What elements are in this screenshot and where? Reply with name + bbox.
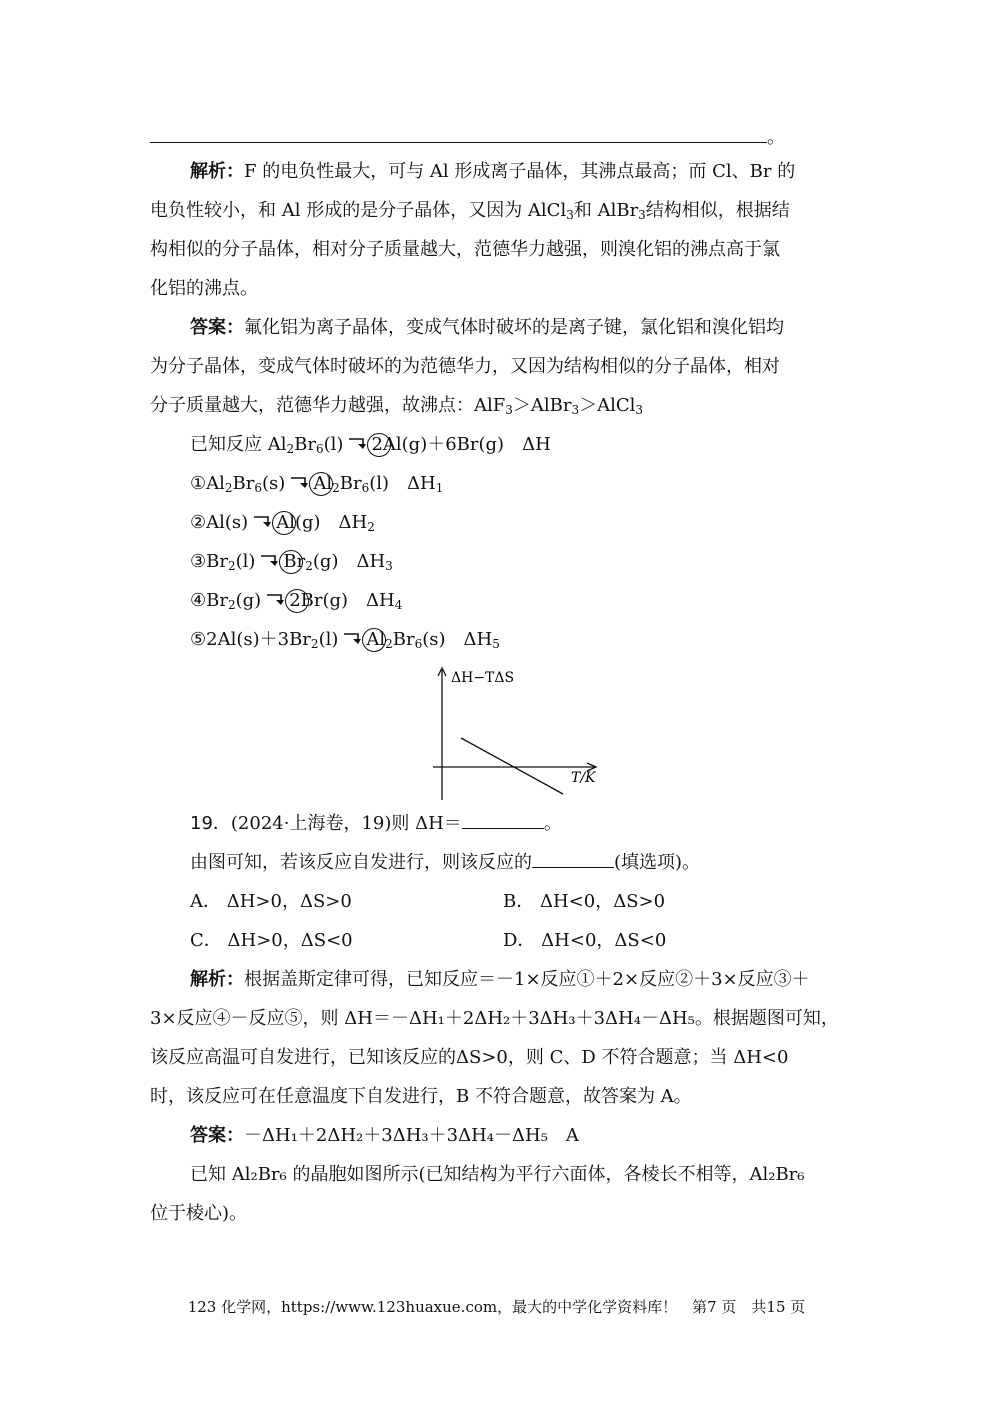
analysis1-text1: F 的电负性最大，可与 Al 形成离子晶体，其沸点最高；而 Cl、Br 的	[244, 161, 796, 182]
subscript: 3	[566, 208, 574, 222]
analysis2-text1: 根据盖斯定律可得，已知反应＝－1×反应①＋2×反应②＋3×反应③＋	[244, 969, 810, 990]
subscript: 6	[414, 637, 423, 651]
subscript: 3	[505, 403, 513, 417]
circled-char	[313, 472, 326, 496]
formula-part: Br	[232, 473, 255, 494]
subscript: 2	[332, 481, 340, 495]
analysis1-text3: 构相似的分子晶体，相对分子质量越大，范德华力越强，则溴化铝的沸点高于氯	[150, 239, 780, 260]
fill-in-blank[interactable]	[462, 812, 544, 829]
answer1-text3a: 分子质量越大，范德华力越强，故沸点：AlF	[150, 395, 506, 416]
page-footer: 123 化学网，https://www.123huaxue.com，最大的中学化学资料库！ 第7 页 共15 页	[187, 1298, 806, 1316]
question-number: 19．	[190, 813, 231, 834]
final-line1	[190, 1163, 805, 1187]
formula-part: (l)	[318, 629, 339, 650]
q19-line2	[190, 851, 700, 875]
y-axis-label: ΔH−TΔS	[451, 670, 515, 686]
fill-in-rule	[150, 124, 767, 143]
formula-part: Br	[294, 434, 316, 455]
formula-part: (g)	[235, 590, 262, 611]
option-key: A．	[190, 891, 221, 912]
circled-char	[276, 511, 289, 535]
question-source: (2024·上海卷，19)则 ΔH＝	[230, 813, 462, 834]
option-text: ΔH<0，ΔS<0	[541, 930, 667, 951]
reaction-main	[190, 433, 551, 457]
formula-part: (s) ΔH	[422, 629, 493, 650]
subscript: 2	[367, 520, 375, 534]
option-a[interactable]	[190, 890, 352, 914]
final-line2	[150, 1202, 247, 1226]
formula-part: ⑤2Al(s)＋3Br	[190, 629, 311, 650]
subscript: 1	[435, 481, 444, 495]
subscript: 4	[394, 598, 403, 612]
analysis2-text2: 3×反应④－反应⑤，则 ΔH＝－ΔH₁＋2ΔH₂＋3ΔH₃＋3ΔH₄－ΔH₅。根据题图可知，	[150, 1008, 839, 1029]
reaction-1	[190, 472, 443, 496]
analysis2-text3: 该反应高温可自发进行，已知该反应的ΔS>0，则 C、D 不符合题意；当 ΔH<0	[150, 1047, 789, 1068]
period: 。	[543, 813, 562, 834]
subscript: 2	[227, 559, 236, 573]
answer2-text: －ΔH₁＋2ΔH₂＋3ΔH₃＋3ΔH₄－ΔH₅ A	[244, 1125, 579, 1146]
reaction-5	[190, 628, 500, 652]
equilibrium-arrow-icon	[259, 554, 279, 568]
circled-text: A	[276, 512, 290, 533]
equilibrium-arrow-icon	[265, 593, 285, 607]
formula-part: ③Br	[190, 551, 228, 572]
formula-part: Br(g) ΔH	[300, 590, 395, 611]
answer-label: 答案：	[190, 317, 244, 338]
reaction-3	[190, 550, 393, 574]
answer1-text3b: ＞AlBr	[512, 395, 572, 416]
answer1-text3c: ＞AlCl	[579, 395, 636, 416]
formula-part: (s)	[262, 473, 286, 494]
subscript: 5	[492, 637, 500, 651]
formula-part: (g) ΔH	[312, 551, 386, 572]
formula-part: Al	[267, 434, 287, 455]
circled-char	[289, 589, 300, 613]
formula-part: l	[379, 629, 386, 650]
subscript: 6	[361, 481, 370, 495]
answer1-line2	[150, 355, 780, 379]
subscript: 2	[310, 637, 319, 651]
period: 。	[767, 127, 785, 148]
subscript: 2	[227, 598, 236, 612]
option-d[interactable]	[503, 929, 666, 953]
answer1-text1: 氟化铝为离子晶体，变成气体时破坏的是离子键，氯化铝和溴化铝均	[244, 317, 784, 338]
option-key: C．	[190, 930, 222, 951]
circled-text: 2	[371, 434, 383, 455]
circled-char	[366, 628, 379, 652]
analysis2-line1	[190, 968, 810, 992]
option-key: D．	[503, 930, 536, 951]
analysis1-line3	[150, 238, 780, 262]
circled-char	[371, 433, 382, 457]
analysis1-text2a: 电负性较小，和 Al 形成的是分子晶体，又因为 AlCl	[150, 200, 567, 221]
answer1-line3	[150, 394, 643, 418]
formula-part: Al(g)＋6Br(g) ΔH	[382, 434, 551, 455]
formula-part: ②Al(s)	[190, 512, 249, 533]
x-axis-label: T/K	[571, 770, 596, 786]
formula-part: (l) ΔH	[369, 473, 436, 494]
subscript: 2	[385, 637, 393, 651]
formula-part: Br	[339, 473, 362, 494]
subscript: 3	[638, 208, 646, 222]
analysis1-line2	[150, 199, 790, 223]
analysis1-text2c: 结构相似，根据结	[645, 200, 790, 221]
question-text: 由图可知，若该反应自发进行，则该反应的	[190, 852, 532, 873]
analysis2-line2	[150, 1007, 839, 1031]
equilibrium-arrow-icon	[347, 437, 367, 451]
final-text1: 已知 Al₂Br₆ 的晶胞如图所示(已知结构为平行六面体，各棱长不相等，Al₂Br₆	[190, 1164, 805, 1185]
equilibrium-arrow-icon	[342, 632, 362, 646]
circled-char	[283, 550, 296, 574]
circled-text: 2	[289, 590, 301, 611]
q19-line1	[190, 812, 562, 836]
formula-part: r	[296, 551, 306, 572]
subscript: 3	[635, 403, 644, 417]
fill-in-blank[interactable]	[532, 851, 614, 868]
subscript: 3	[385, 559, 393, 573]
analysis2-line4	[150, 1085, 692, 1109]
subscript: 2	[305, 559, 313, 573]
analysis2-text4: 时，该反应可在任意温度下自发进行，B 不符合题意，故答案为 A。	[150, 1086, 692, 1107]
subscript: 2	[224, 481, 233, 495]
formula-part: Br	[392, 629, 415, 650]
analysis1-line1	[190, 160, 795, 184]
option-text: ΔH<0，ΔS>0	[539, 891, 666, 912]
analysis-label: 解析：	[190, 161, 244, 182]
circled-text: B	[283, 551, 297, 572]
reaction-intro: 已知反应	[190, 434, 268, 455]
subscript: 6	[254, 481, 263, 495]
analysis1-line4	[150, 277, 258, 301]
free-energy-graph	[425, 660, 615, 805]
option-key: B．	[503, 891, 535, 912]
equilibrium-arrow-icon	[289, 476, 309, 490]
answer2-line	[190, 1124, 579, 1148]
formula-part: (l)	[323, 434, 344, 455]
answer1-line1	[190, 316, 784, 340]
analysis2-line3	[150, 1046, 788, 1070]
reaction-4	[190, 589, 402, 613]
circled-text: A	[366, 629, 380, 650]
reaction-2	[190, 511, 375, 535]
graph-line	[461, 738, 563, 794]
subscript: 3	[571, 403, 580, 417]
formula-part: l	[326, 473, 333, 494]
analysis1-text2b: 和 AlBr	[573, 200, 639, 221]
formula-part: (l)	[235, 551, 256, 572]
option-b[interactable]	[503, 890, 665, 914]
subscript: 2	[286, 442, 295, 456]
answer1-text2: 为分子晶体，变成气体时破坏的为范德华力，又因为结构相似的分子晶体，相对	[150, 356, 780, 377]
circled-text: A	[313, 473, 327, 494]
formula-part: l(g) ΔH	[289, 512, 368, 533]
option-text: ΔH>0，ΔS<0	[227, 930, 353, 951]
subscript: 6	[315, 442, 324, 456]
final-text2: 位于棱心)。	[150, 1203, 248, 1224]
formula-part: ④Br	[190, 590, 228, 611]
answer-blank-line	[150, 124, 785, 150]
formula-part: ①Al	[190, 473, 225, 494]
analysis-label: 解析：	[190, 969, 244, 990]
answer-label: 答案：	[190, 1125, 244, 1146]
question-text-end: (填选项)。	[614, 852, 701, 873]
option-c[interactable]	[190, 929, 353, 953]
option-text: ΔH>0，ΔS>0	[226, 891, 352, 912]
analysis1-text4: 化铝的沸点。	[150, 278, 258, 299]
equilibrium-arrow-icon	[252, 515, 272, 529]
